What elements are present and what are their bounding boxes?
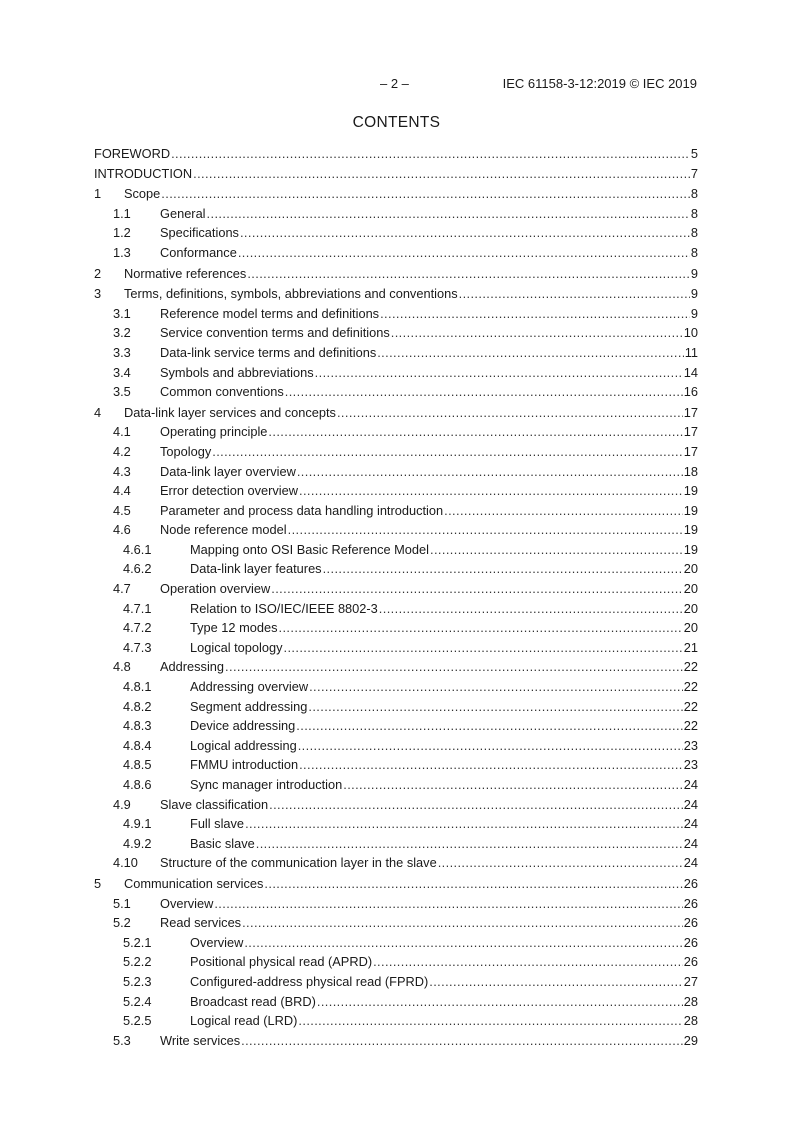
toc-entry-number: 4.8.1 xyxy=(123,679,152,695)
toc-entry-line xyxy=(190,1011,698,1031)
toc-entry[interactable] xyxy=(94,501,698,521)
toc-entry[interactable] xyxy=(94,243,698,263)
toc-entry-page: 24 xyxy=(683,816,698,832)
toc-entry-line xyxy=(190,992,698,1012)
toc-leader-dots xyxy=(214,894,682,914)
toc-entry-line xyxy=(124,184,698,204)
toc-leader-dots xyxy=(269,795,683,815)
toc-entry-page: 26 xyxy=(683,875,698,891)
toc-entry[interactable] xyxy=(94,638,698,658)
toc-entry[interactable] xyxy=(94,223,698,243)
toc-entry-page: 23 xyxy=(683,757,698,773)
toc-entry-title: General xyxy=(160,205,206,221)
toc-entry-title: Operation overview xyxy=(160,581,271,597)
toc-leader-dots xyxy=(207,204,690,224)
toc-entry-page: 8 xyxy=(690,244,698,260)
toc-entry[interactable] xyxy=(94,874,698,894)
toc-entry-page: 8 xyxy=(690,205,698,221)
toc-entry-line xyxy=(190,775,698,795)
toc-entry[interactable] xyxy=(94,913,698,933)
toc-entry-page: 9 xyxy=(690,265,698,281)
toc-entry-page: 24 xyxy=(683,835,698,851)
toc-entry-page: 27 xyxy=(683,973,698,989)
toc-entry-number: 4.10 xyxy=(113,855,138,871)
toc-entry-page: 26 xyxy=(683,915,698,931)
toc-entry-number: 4.8.4 xyxy=(123,737,152,753)
toc-leader-dots xyxy=(256,834,683,854)
toc-entry-number: 5.2.2 xyxy=(123,954,152,970)
toc-entry[interactable] xyxy=(94,264,698,284)
toc-entry-title: Full slave xyxy=(190,816,245,832)
toc-entry-line xyxy=(190,540,698,560)
page-title: CONTENTS xyxy=(352,114,441,131)
toc-entry[interactable] xyxy=(94,540,698,560)
toc-entry-line xyxy=(160,894,698,914)
toc-entry-title: Basic slave xyxy=(190,835,255,851)
toc-entry-line xyxy=(190,677,698,697)
toc-entry-number: 5.2.1 xyxy=(123,934,152,950)
toc-entry-page: 26 xyxy=(683,895,698,911)
toc-entry-page: 8 xyxy=(690,186,698,202)
toc-entry[interactable] xyxy=(94,814,698,834)
toc-entry-line xyxy=(124,874,698,894)
toc-entry-line xyxy=(160,913,698,933)
toc-entry[interactable] xyxy=(94,520,698,540)
toc-leader-dots xyxy=(161,184,690,204)
toc-entry-line xyxy=(160,204,698,224)
toc-leader-dots xyxy=(298,736,683,756)
toc-entry[interactable] xyxy=(94,795,698,815)
toc-entry-number: 4.6 xyxy=(113,522,131,538)
toc-entry[interactable] xyxy=(94,284,698,304)
toc-entry-page: 9 xyxy=(690,305,698,321)
toc-entry-title: Data-link service terms and definitions xyxy=(160,344,377,360)
toc-entry[interactable] xyxy=(94,992,698,1012)
toc-entry-line xyxy=(190,736,698,756)
toc-entry-number: 5.2.5 xyxy=(123,1013,152,1029)
toc-entry-line xyxy=(124,403,698,423)
toc-entry[interactable] xyxy=(94,1011,698,1031)
toc-entry-line xyxy=(160,579,698,599)
toc-entry-page: 19 xyxy=(683,502,698,518)
toc-entry-number: 4.9 xyxy=(113,796,131,812)
toc-leader-dots xyxy=(438,853,683,873)
toc-leader-dots xyxy=(373,952,683,972)
toc-entry-page: 24 xyxy=(683,855,698,871)
toc-entry-page: 20 xyxy=(683,620,698,636)
toc-entry[interactable] xyxy=(94,579,698,599)
toc-entry-number: 4.8 xyxy=(113,659,131,675)
toc-entry-number: 4.8.2 xyxy=(123,698,152,714)
toc-entry-line xyxy=(160,343,698,363)
toc-leader-dots xyxy=(444,501,683,521)
toc-entry-line xyxy=(160,442,698,462)
toc-entry-title: Slave classification xyxy=(160,796,269,812)
toc-entry-line xyxy=(190,559,698,579)
toc-entry-page: 21 xyxy=(683,639,698,655)
toc-entry-title: Type 12 modes xyxy=(190,620,278,636)
toc-entry-line xyxy=(124,284,698,304)
toc-entry-line xyxy=(190,834,698,854)
toc-entry[interactable] xyxy=(94,403,698,423)
toc-entry-page: 29 xyxy=(683,1032,698,1048)
toc-leader-dots xyxy=(317,992,683,1012)
toc-entry-line xyxy=(190,814,698,834)
toc-entry[interactable] xyxy=(94,894,698,914)
toc-entry-page: 22 xyxy=(683,698,698,714)
toc-leader-dots xyxy=(323,559,683,579)
toc-entry-title: Service convention terms and definitions xyxy=(160,325,390,341)
toc-entry-number: 4.7.1 xyxy=(123,600,152,616)
toc-entry[interactable] xyxy=(94,343,698,363)
toc-entry-title: FMMU introduction xyxy=(190,757,299,773)
toc-entry-number: 4.7.3 xyxy=(123,639,152,655)
toc-entry-title: Reference model terms and definitions xyxy=(160,305,380,321)
toc-entry-number: 5.1 xyxy=(113,895,131,911)
page-header-standard: IEC 61158-3-12:2019 © IEC 2019 xyxy=(502,76,697,91)
toc-entry[interactable] xyxy=(94,933,698,953)
toc-entry[interactable] xyxy=(94,164,698,184)
toc-entry-number: 3 xyxy=(94,286,102,302)
toc-entry-line xyxy=(190,755,698,775)
toc-entry-number: 4.7.2 xyxy=(123,620,152,636)
toc-entry[interactable] xyxy=(94,599,698,619)
toc-leader-dots xyxy=(391,323,683,343)
toc-entry-number: 3.1 xyxy=(113,305,131,321)
toc-entry[interactable] xyxy=(94,1031,698,1051)
toc-entry-title: Write services xyxy=(160,1032,241,1048)
toc-entry[interactable] xyxy=(94,716,698,736)
toc-entry-number: 4.9.2 xyxy=(123,835,152,851)
toc-entry-number: 1.2 xyxy=(113,225,131,241)
toc-entry-line xyxy=(160,481,698,501)
toc-entry-page: 18 xyxy=(683,463,698,479)
toc-entry-title: Error detection overview xyxy=(160,483,298,499)
toc-entry-title: Symbols and abbreviations xyxy=(160,364,314,380)
toc-entry-number: 3.3 xyxy=(113,344,131,360)
toc-entry-title: Positional physical read (APRD) xyxy=(190,954,373,970)
toc-entry-title: Logical addressing xyxy=(190,737,297,753)
toc-entry-page: 22 xyxy=(683,659,698,675)
toc-entry-line xyxy=(190,952,698,972)
toc-entry-title: Operating principle xyxy=(160,424,268,440)
toc-leader-dots xyxy=(429,972,683,992)
toc-entry[interactable] xyxy=(94,834,698,854)
toc-leader-dots xyxy=(268,422,682,442)
toc-entry-number: 4.7 xyxy=(113,581,131,597)
toc-entry-title: Data-link layer services and concepts xyxy=(124,404,336,420)
toc-entry-title: Data-link layer overview xyxy=(160,463,296,479)
toc-entry-number: 5.2 xyxy=(113,915,131,931)
toc-entry-number: 1.3 xyxy=(113,244,131,260)
toc-entry-line xyxy=(160,501,698,521)
toc-entry-number: 4.5 xyxy=(113,502,131,518)
toc-leader-dots xyxy=(430,540,683,560)
toc-leader-dots xyxy=(247,264,690,284)
toc-entry-title: Segment addressing xyxy=(190,698,308,714)
toc-leader-dots xyxy=(299,755,683,775)
toc-entry-number: 5.2.3 xyxy=(123,973,152,989)
toc-leader-dots xyxy=(241,1031,683,1051)
toc-entry-number: 2 xyxy=(94,265,102,281)
toc-entry-line xyxy=(190,697,698,717)
toc-entry-page: 17 xyxy=(683,404,698,420)
toc-entry-page: 14 xyxy=(683,364,698,380)
toc-leader-dots xyxy=(171,144,690,164)
toc-entry-line xyxy=(190,972,698,992)
toc-entry-title: Logical topology xyxy=(190,639,283,655)
toc-leader-dots xyxy=(242,913,683,933)
toc-entry-number: 4.6.2 xyxy=(123,561,152,577)
toc-entry-line xyxy=(160,323,698,343)
toc-leader-dots xyxy=(244,933,682,953)
toc-entry[interactable] xyxy=(94,697,698,717)
toc-leader-dots xyxy=(459,284,690,304)
toc-entry-title: Scope xyxy=(124,186,161,202)
toc-leader-dots xyxy=(238,243,690,263)
toc-entry-line xyxy=(160,853,698,873)
toc-entry-page: 19 xyxy=(683,522,698,538)
toc-entry-line xyxy=(160,462,698,482)
toc-entry-number: 4.1 xyxy=(113,424,131,440)
toc-entry-number: 4.8.3 xyxy=(123,718,152,734)
toc-entry-title: Communication services xyxy=(124,875,264,891)
toc-entry-page: 28 xyxy=(683,1013,698,1029)
toc-entry-line xyxy=(160,223,698,243)
toc-leader-dots xyxy=(284,638,683,658)
toc-entry-line xyxy=(160,657,698,677)
toc-leader-dots xyxy=(298,1011,682,1031)
toc-entry-title: Specifications xyxy=(160,225,239,241)
toc-entry-title: Sync manager introduction xyxy=(190,777,343,792)
toc-leader-dots xyxy=(380,304,690,324)
toc-entry-title: Data-link layer features xyxy=(190,561,322,577)
toc-entry[interactable] xyxy=(94,184,698,204)
toc-entry-line xyxy=(160,1031,698,1051)
toc-entry-number: 5.2.4 xyxy=(123,993,152,1009)
toc-entry[interactable] xyxy=(94,363,698,383)
toc-entry-number: 3.5 xyxy=(113,384,131,400)
toc-entry-number: 4.3 xyxy=(113,463,131,479)
toc-entry-line xyxy=(160,520,698,540)
toc-entry[interactable] xyxy=(94,952,698,972)
toc-leader-dots xyxy=(285,382,683,402)
toc-entry-page: 19 xyxy=(683,483,698,499)
toc-entry-page: 24 xyxy=(683,777,698,792)
toc-entry-page: 5 xyxy=(690,146,698,161)
toc-entry-title: Topology xyxy=(160,443,212,459)
toc-entry-title: Terms, definitions, symbols, abbreviations and conventions xyxy=(124,286,458,302)
toc-entry[interactable] xyxy=(94,462,698,482)
toc-entry-line xyxy=(160,795,698,815)
toc-entry-page: 8 xyxy=(690,225,698,241)
toc-entry[interactable] xyxy=(94,204,698,224)
toc-entry-page: 10 xyxy=(683,325,698,341)
table-of-contents xyxy=(94,144,698,1050)
toc-entry-line xyxy=(190,716,698,736)
toc-entry-line xyxy=(190,638,698,658)
toc-entry-page: 17 xyxy=(683,443,698,459)
toc-entry-title: Normative references xyxy=(124,265,247,281)
toc-entry-title: Addressing overview xyxy=(190,679,309,695)
toc-entry-line xyxy=(190,933,698,953)
toc-entry-title: Broadcast read (BRD) xyxy=(190,993,316,1009)
toc-entry[interactable] xyxy=(94,559,698,579)
toc-entry-line xyxy=(160,363,698,383)
toc-entry[interactable] xyxy=(94,481,698,501)
toc-entry[interactable] xyxy=(94,853,698,873)
toc-entry-title: Relation to ISO/IEC/IEEE 8802-3 xyxy=(190,600,378,616)
toc-leader-dots xyxy=(264,874,682,894)
toc-leader-dots xyxy=(296,716,682,736)
toc-leader-dots xyxy=(279,618,683,638)
toc-entry-number: 4.6.1 xyxy=(123,541,152,557)
toc-leader-dots xyxy=(212,442,683,462)
toc-entry-page: 20 xyxy=(683,561,698,577)
toc-leader-dots xyxy=(225,657,683,677)
toc-entry-page: 23 xyxy=(683,737,698,753)
toc-entry-line xyxy=(94,164,698,184)
toc-leader-dots xyxy=(343,775,683,795)
toc-entry-number: 1.1 xyxy=(113,205,131,221)
toc-leader-dots xyxy=(240,223,690,243)
toc-entry-line xyxy=(160,243,698,263)
toc-entry-line xyxy=(124,264,698,284)
toc-entry-line xyxy=(94,144,698,164)
toc-entry-title: Logical read (LRD) xyxy=(190,1013,298,1029)
toc-entry-title: Parameter and process data handling introduction xyxy=(160,502,444,518)
toc-entry-line xyxy=(160,422,698,442)
toc-entry[interactable] xyxy=(94,755,698,775)
toc-entry-title: Overview xyxy=(160,895,214,911)
toc-entry[interactable] xyxy=(94,775,698,795)
toc-entry-title: Node reference model xyxy=(160,522,287,538)
toc-entry-title: Conformance xyxy=(160,244,237,260)
toc-entry-number: 4.4 xyxy=(113,483,131,499)
toc-entry-page: 9 xyxy=(690,286,698,302)
toc-leader-dots xyxy=(299,481,683,501)
toc-leader-dots xyxy=(297,462,683,482)
toc-entry-page: 22 xyxy=(683,718,698,734)
toc-leader-dots xyxy=(308,697,682,717)
toc-entry-title: FOREWORD xyxy=(94,146,171,161)
toc-leader-dots xyxy=(193,164,690,184)
toc-entry-number: 4 xyxy=(94,404,102,420)
toc-entry-line xyxy=(190,599,698,619)
toc-entry[interactable] xyxy=(94,442,698,462)
toc-entry[interactable] xyxy=(94,382,698,402)
toc-entry-title: Structure of the communication layer in the slave xyxy=(160,855,437,871)
toc-entry[interactable] xyxy=(94,618,698,638)
toc-leader-dots xyxy=(379,599,683,619)
toc-entry-title: Addressing xyxy=(160,659,225,675)
toc-entry-title: Mapping onto OSI Basic Reference Model xyxy=(190,541,430,557)
toc-entry-number: 3.2 xyxy=(113,325,131,341)
toc-entry[interactable] xyxy=(94,304,698,324)
toc-entry-page: 20 xyxy=(683,581,698,597)
toc-entry-page: 7 xyxy=(690,165,698,181)
toc-entry-number: 4.8.5 xyxy=(123,757,152,773)
toc-entry[interactable] xyxy=(94,677,698,697)
toc-entry-title: Configured-address physical read (FPRD) xyxy=(190,973,429,989)
page-header-number: – 2 – xyxy=(380,76,409,91)
toc-leader-dots xyxy=(245,814,683,834)
toc-entry[interactable] xyxy=(94,323,698,343)
toc-leader-dots xyxy=(337,403,683,423)
toc-entry[interactable] xyxy=(94,422,698,442)
toc-entry-page: 17 xyxy=(683,424,698,440)
toc-entry-number: 5.3 xyxy=(113,1032,131,1048)
toc-entry-page: 16 xyxy=(683,384,698,400)
toc-entry[interactable] xyxy=(94,144,698,164)
toc-entry-number: 3.4 xyxy=(113,364,131,380)
toc-leader-dots xyxy=(315,363,683,383)
toc-leader-dots xyxy=(309,677,683,697)
toc-entry-line xyxy=(190,618,698,638)
toc-entry-title: Overview xyxy=(190,934,244,950)
toc-leader-dots xyxy=(377,343,683,363)
toc-entry-number: 4.8.6 xyxy=(123,777,152,792)
toc-entry-page: 20 xyxy=(683,600,698,616)
toc-entry[interactable] xyxy=(94,657,698,677)
toc-entry-line xyxy=(160,382,698,402)
toc-entry-page: 19 xyxy=(683,541,698,557)
toc-entry-title: INTRODUCTION xyxy=(94,165,193,181)
toc-entry-title: Common conventions xyxy=(160,384,284,400)
toc-entry[interactable] xyxy=(94,972,698,992)
toc-entry-line xyxy=(160,304,698,324)
toc-entry-number: 5 xyxy=(94,875,102,891)
toc-entry-number: 4.9.1 xyxy=(123,816,152,832)
toc-entry-page: 26 xyxy=(683,934,698,950)
toc-entry-page: 28 xyxy=(683,993,698,1009)
toc-entry-page: 11 xyxy=(684,344,698,360)
toc-entry-number: 4.2 xyxy=(113,443,131,459)
toc-entry-title: Device addressing xyxy=(190,718,296,734)
toc-entry-page: 26 xyxy=(683,954,698,970)
toc-leader-dots xyxy=(271,579,683,599)
toc-entry-title: Read services xyxy=(160,915,242,931)
toc-leader-dots xyxy=(288,520,683,540)
toc-entry-page: 22 xyxy=(683,679,698,695)
toc-entry-page: 24 xyxy=(683,796,698,812)
toc-entry-number: 1 xyxy=(94,186,102,202)
toc-entry[interactable] xyxy=(94,736,698,756)
